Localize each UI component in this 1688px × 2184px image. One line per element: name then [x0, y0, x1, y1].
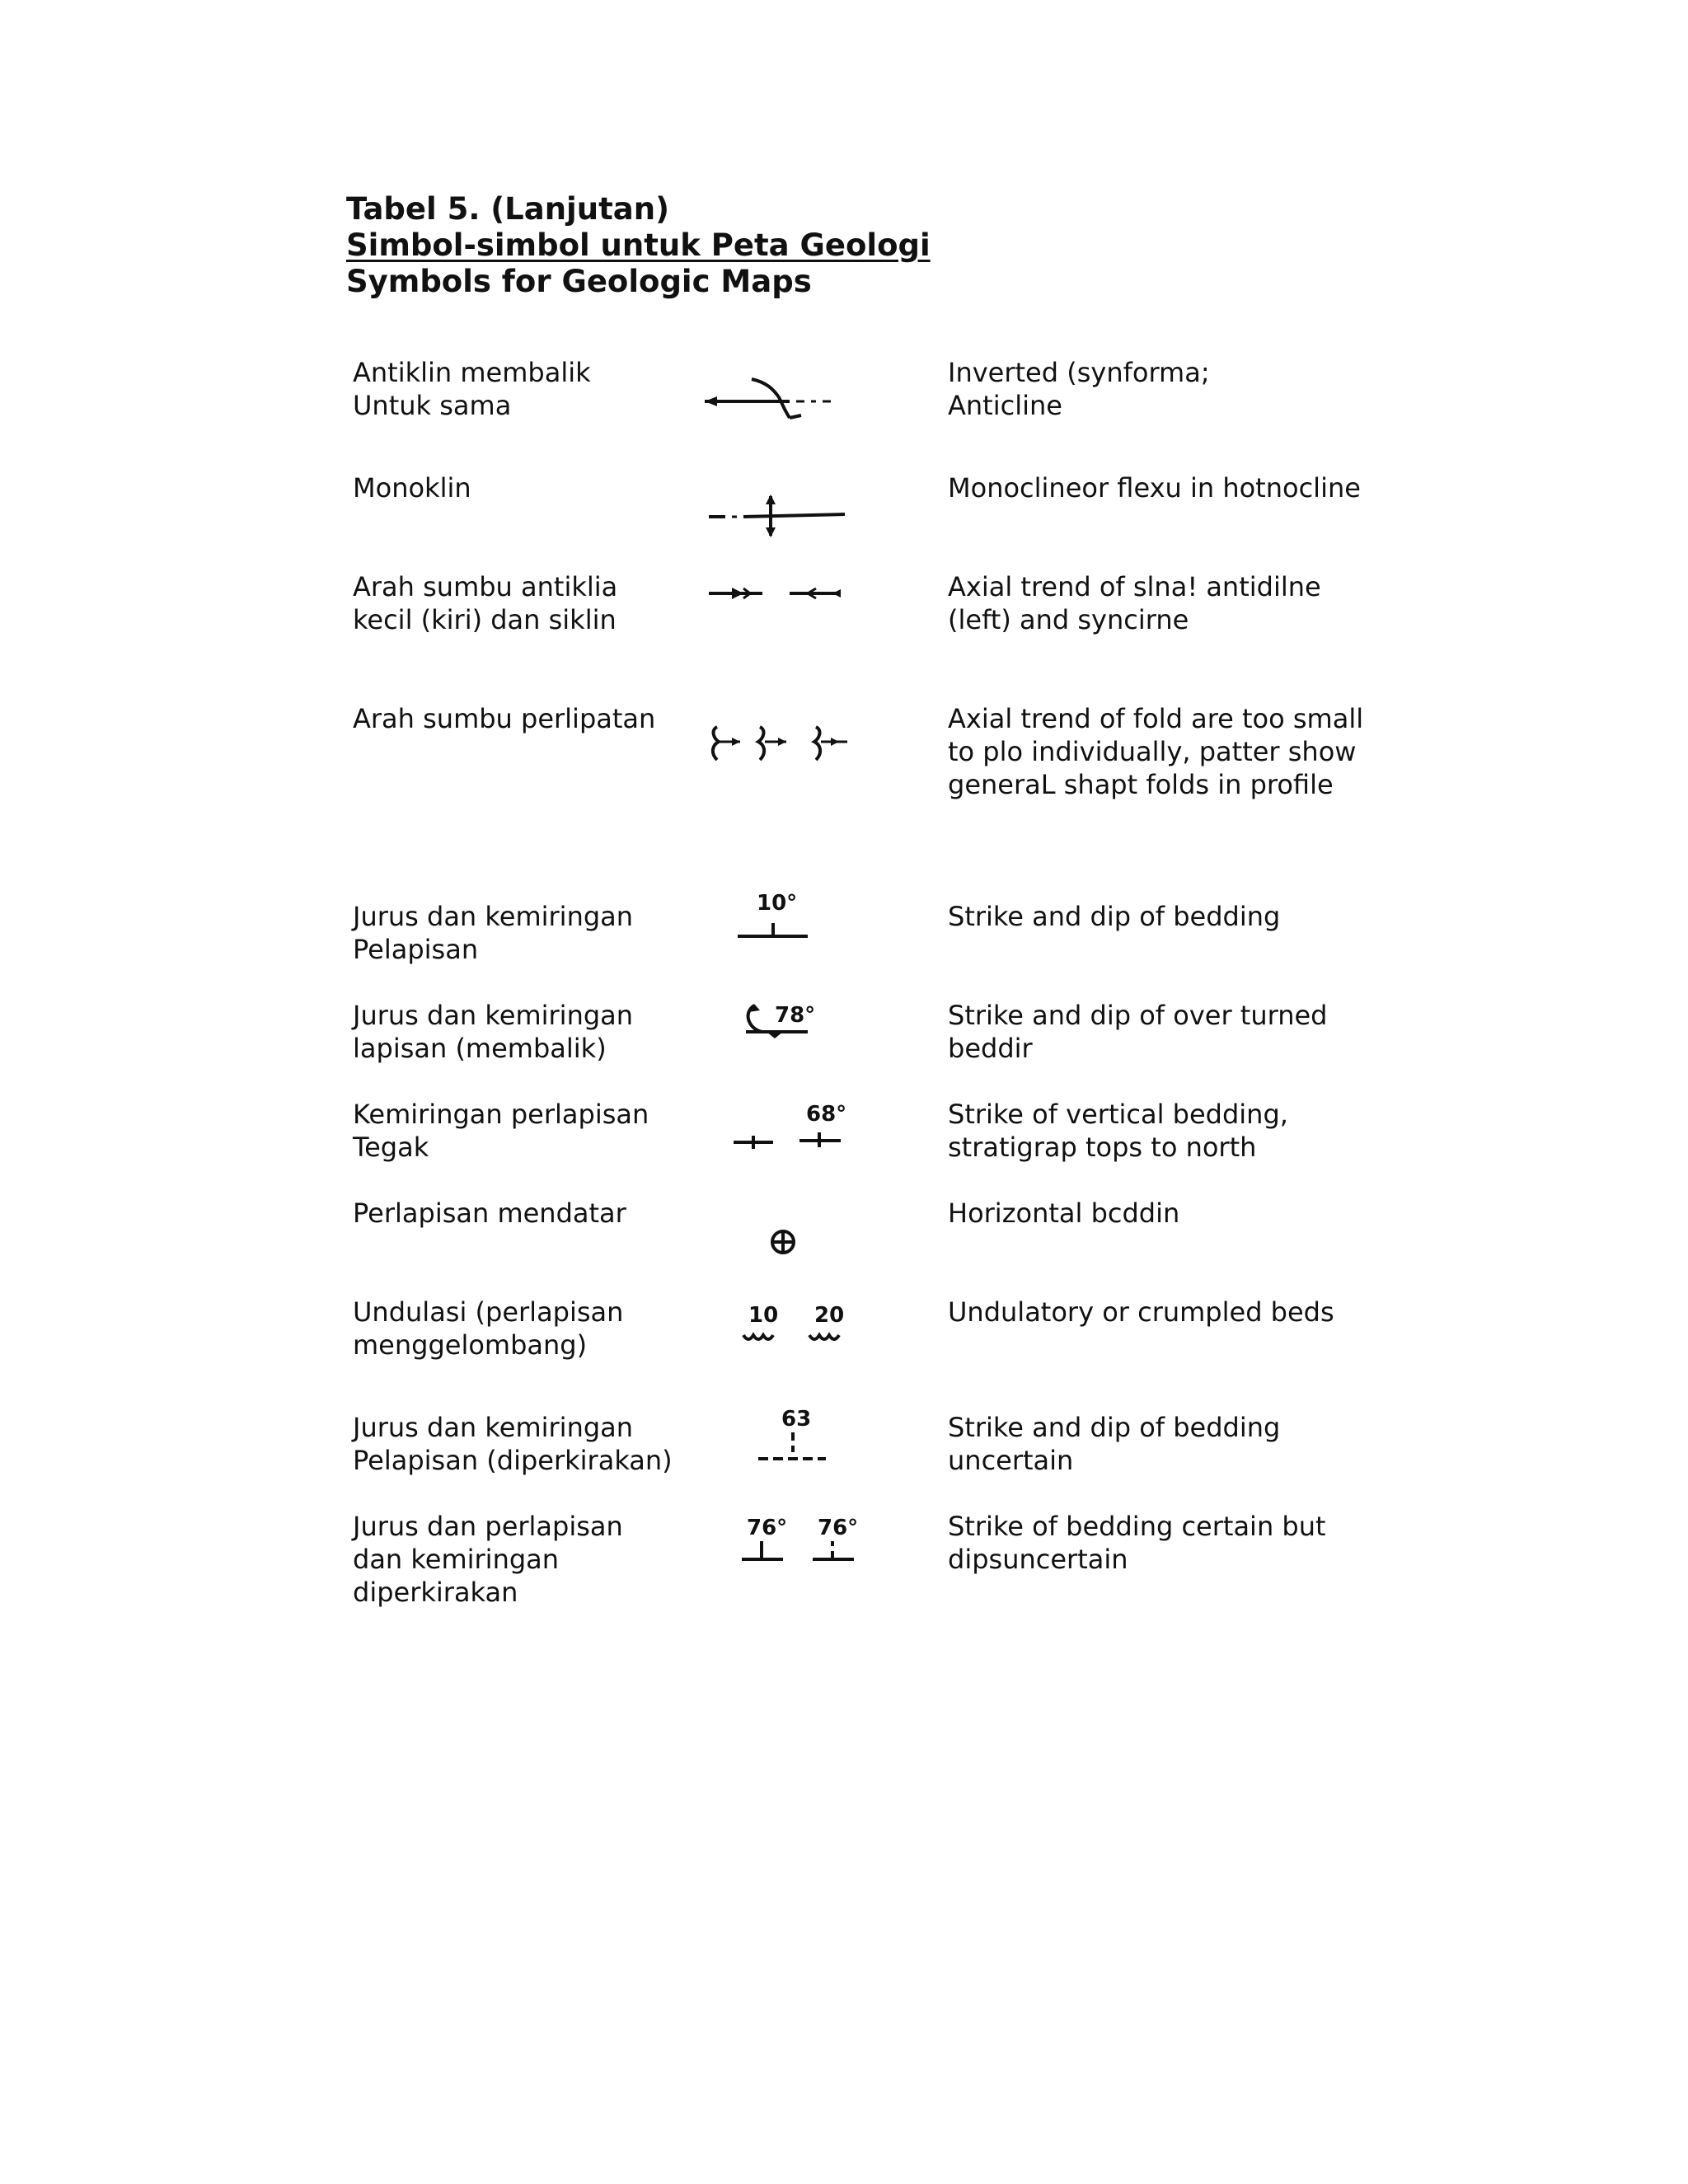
- indonesian-term: [353, 1296, 666, 1361]
- term-line: kecil (kiri) dan siklin: [353, 604, 617, 635]
- term-line: Pelapisan (diperkirakan): [353, 1445, 673, 1476]
- term-line: Monoklin: [353, 472, 471, 504]
- description-line: dipsuncertain: [948, 1544, 1128, 1575]
- english-description: [948, 471, 1360, 504]
- english-description: [948, 702, 1364, 801]
- fold-axis-trend-icon: [684, 702, 882, 793]
- description-line: Inverted (synforma;: [948, 357, 1210, 388]
- indonesian-term: [353, 1411, 673, 1477]
- term-line: Arah sumbu perlipatan: [353, 703, 656, 734]
- english-description: [948, 1296, 1360, 1329]
- term-line: Tegak: [353, 1132, 429, 1163]
- dip-value-label: 10: [748, 1303, 779, 1328]
- indonesian-term: [353, 1197, 666, 1230]
- english-description: [948, 1197, 1360, 1230]
- term-line: lapisan (membalik): [353, 1033, 607, 1064]
- horizontal-bedding-icon: [684, 1197, 882, 1287]
- description-line: Anticline: [948, 390, 1062, 421]
- table-number-title: Tabel 5. (Lanjutan): [346, 191, 669, 227]
- term-line: Jurus dan perlapisan: [353, 1511, 623, 1542]
- description-line: Strike and dip of bedding: [948, 1412, 1281, 1443]
- description-line: uncertain: [948, 1445, 1074, 1476]
- description-line: to plo individually, patter show: [948, 736, 1357, 767]
- small-fold-axis-icon: [684, 552, 882, 643]
- term-line: Jurus dan kemiringan: [353, 901, 634, 932]
- indonesian-term: [353, 570, 666, 636]
- indonesian-term: [353, 1098, 666, 1164]
- term-line: diperkirakan: [353, 1577, 518, 1608]
- dip-value-label: 76°: [818, 1516, 859, 1540]
- english-description: [948, 570, 1360, 636]
- table-title-indonesian: Simbol-simbol untuk Peta Geologi: [346, 227, 931, 263]
- description-line: Strike and dip of over turned: [948, 1000, 1328, 1031]
- description-line: Strike of vertical bedding,: [948, 1099, 1288, 1130]
- monocline-icon: [684, 463, 882, 554]
- description-line: Undulatory or crumpled beds: [948, 1296, 1334, 1328]
- strike-dip-icon: [684, 875, 882, 966]
- overturned-strike-dip-icon: [684, 981, 882, 1071]
- term-line: Arah sumbu antiklia: [353, 571, 618, 602]
- dip-value-label: 20: [814, 1303, 845, 1328]
- term-line: dan kemiringan: [353, 1544, 560, 1575]
- description-line: Axial trend of fold are too small: [948, 703, 1364, 734]
- indonesian-term: [353, 999, 666, 1065]
- term-line: menggelombang): [353, 1329, 588, 1361]
- term-line: Perlapisan mendatar: [353, 1197, 626, 1229]
- description-line: generaL shapt folds in profile: [948, 769, 1334, 800]
- indonesian-term: [353, 471, 666, 504]
- dip-value-label: 68°: [806, 1102, 847, 1127]
- term-line: Pelapisan: [353, 934, 479, 965]
- description-line: (left) and syncirne: [948, 604, 1189, 635]
- description-line: Monoclineor flexu in hotnocline: [948, 472, 1361, 504]
- description-line: Horizontal bcddin: [948, 1197, 1180, 1229]
- dip-value-label: 10°: [757, 891, 798, 916]
- indonesian-term: [353, 702, 666, 735]
- english-description: [948, 1411, 1360, 1477]
- description-line: Axial trend of slna! antidilne: [948, 571, 1321, 602]
- english-description: [948, 900, 1360, 933]
- uncertain-strike-dip-icon: [684, 1394, 882, 1485]
- english-description: [948, 999, 1360, 1065]
- undulating-beds-icon: [684, 1284, 882, 1375]
- dip-value-label: 78°: [775, 1003, 816, 1028]
- overturned-anticline-icon: [684, 356, 882, 447]
- term-line: Antiklin membalik: [353, 357, 591, 388]
- term-line: Untuk sama: [353, 390, 512, 421]
- dip-value-label: 63: [781, 1407, 812, 1432]
- vertical-bedding-icon: [684, 1086, 882, 1177]
- term-line: Jurus dan kemiringan: [353, 1000, 634, 1031]
- english-description: [948, 1098, 1360, 1164]
- indonesian-term: [353, 1510, 666, 1609]
- indonesian-term: [353, 900, 666, 966]
- english-description: [948, 1510, 1360, 1576]
- description-line: Strike of bedding certain but: [948, 1511, 1326, 1542]
- uncertain-dip-icon: [684, 1503, 882, 1594]
- description-line: Strike and dip of bedding: [948, 901, 1281, 932]
- description-line: stratigrap tops to north: [948, 1132, 1257, 1163]
- term-line: Undulasi (perlapisan: [353, 1296, 624, 1328]
- table-title-english: Symbols for Geologic Maps: [346, 264, 812, 299]
- dip-value-label: 76°: [747, 1516, 788, 1540]
- indonesian-term: [353, 356, 666, 422]
- english-description: [948, 356, 1360, 422]
- term-line: Jurus dan kemiringan: [353, 1412, 634, 1443]
- description-line: beddir: [948, 1033, 1033, 1064]
- term-line: Kemiringan perlapisan: [353, 1099, 649, 1130]
